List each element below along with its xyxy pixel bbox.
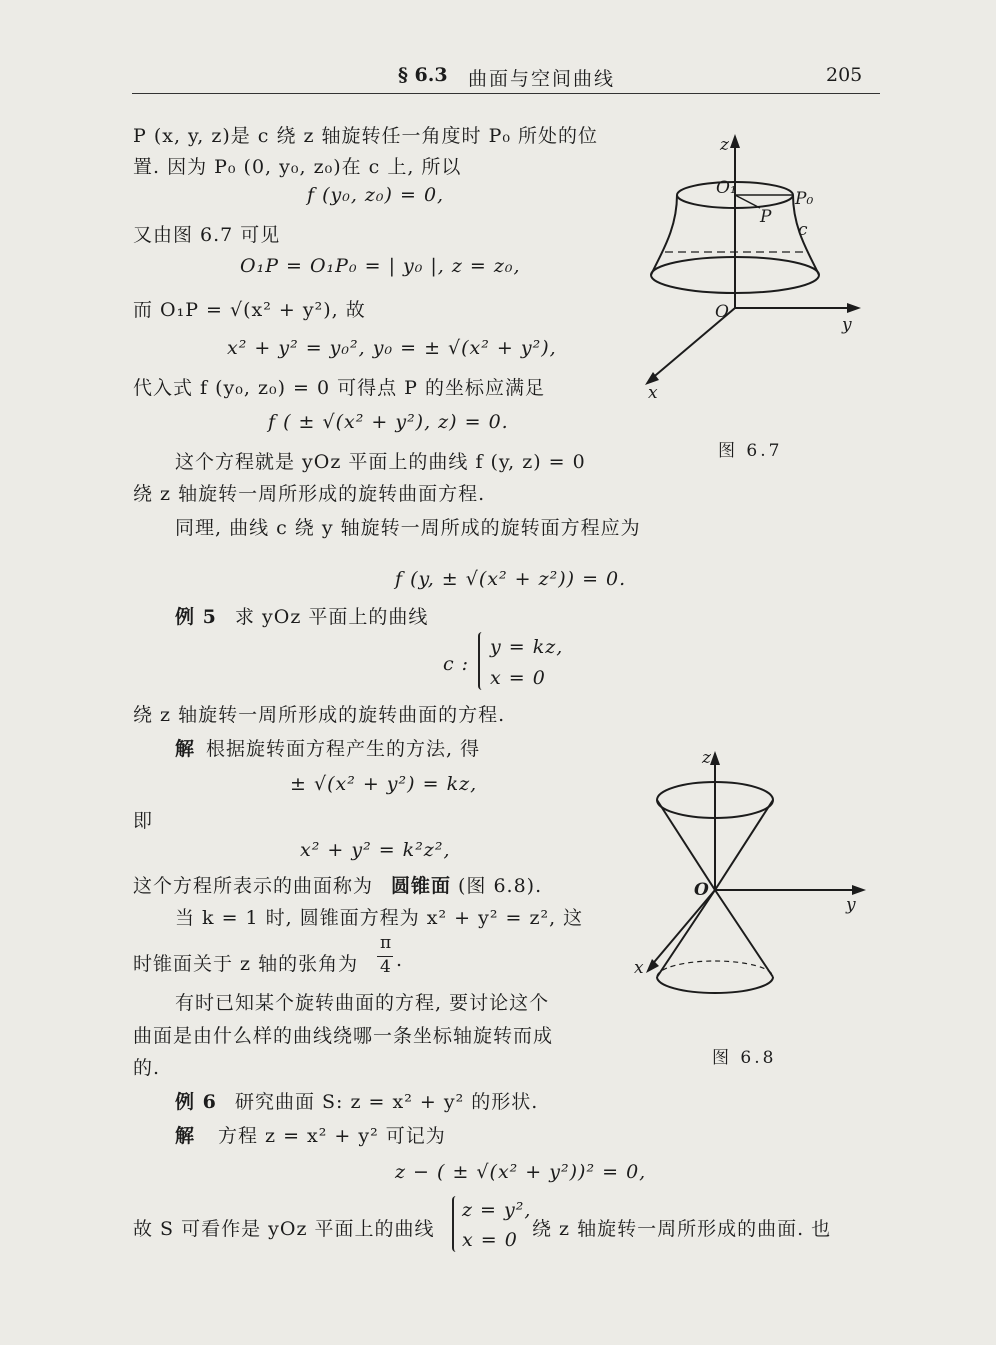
upper-cone-left [657, 800, 715, 890]
equation: ± √(x² + y²) = kz, [290, 773, 478, 795]
brace [478, 632, 486, 690]
text-line: 求 yOz 平面上的曲线 [235, 606, 429, 628]
equation: x² + y² = k²z², [300, 839, 451, 861]
equation: f ( ± √(x² + y²), z) = 0. [268, 411, 509, 433]
text-line: 故 S 可看作是 yOz 平面上的曲线 [133, 1218, 435, 1240]
lower-cone-right [715, 890, 773, 977]
text-line: 根据旋转面方程产生的方法, 得 [206, 738, 481, 760]
label-o1: O₁ [716, 178, 737, 198]
fraction-numerator: π [380, 933, 392, 953]
text-line: 当 k = 1 时, 圆锥面方程为 x² + y² = z², 这 [175, 907, 584, 929]
header-rule [132, 93, 880, 94]
label-p0: P₀ [795, 189, 814, 209]
term-cone: 圆锥面 [391, 875, 452, 897]
equation: O₁P = O₁P₀ = | y₀ |, z = z₀, [240, 255, 521, 277]
brace [452, 1196, 460, 1252]
section-title: 曲面与空间曲线 [468, 68, 616, 90]
section-number: § 6.3 [398, 64, 448, 86]
text-line: 绕 z 轴旋转一周所形成的旋转曲面的方程. [133, 704, 506, 726]
figure-6-7 [630, 130, 870, 410]
page-number: 205 [826, 64, 863, 86]
label-z: z [702, 748, 711, 768]
lower-cone-left [657, 890, 715, 977]
equation: x = 0 [462, 1229, 518, 1251]
label-p: P [760, 207, 772, 227]
equation: z = y², [462, 1199, 532, 1221]
z-arrow [710, 751, 720, 765]
text-line: 绕 z 轴旋转一周所形成的旋转曲面方程. [133, 483, 486, 505]
text-line: 时锥面关于 z 轴的张角为 [133, 953, 359, 975]
label-y: y [846, 895, 856, 915]
solution-label: 解 [175, 738, 196, 760]
figure-6-8-caption: 图 6.8 [712, 1048, 777, 1068]
text-line: . [396, 949, 404, 971]
figure-6-8 [630, 745, 870, 1005]
label-o: O [694, 880, 709, 900]
equation: x = 0 [490, 667, 546, 689]
text-line: (图 6.8). [458, 875, 543, 897]
radius-o1-p [735, 195, 760, 208]
text-line: 即 [133, 810, 154, 832]
lower-rim-front [657, 977, 773, 993]
figure-6-7-caption: 图 6.7 [718, 441, 783, 461]
text-line: 绕 z 轴旋转一周所形成的曲面. 也 [532, 1218, 832, 1240]
x-axis [650, 890, 715, 967]
text-line: 的. [133, 1057, 161, 1079]
label-x: x [648, 383, 658, 403]
example-label: 例 5 [175, 606, 217, 628]
text-line: 置. 因为 P₀ (0, y₀, z₀)在 c 上, 所以 [133, 156, 462, 178]
equation: y = kz, [490, 636, 564, 658]
text-line: P (x, y, z)是 c 绕 z 轴旋转任一角度时 P₀ 所处的位 [133, 125, 599, 147]
equation: f (y, ± √(x² + z²)) = 0. [395, 568, 627, 590]
lower-rim-back [657, 961, 773, 977]
text-line: 研究曲面 S: z = x² + y² 的形状. [235, 1091, 539, 1113]
label-c: c [798, 220, 808, 240]
example-label: 例 6 [175, 1091, 217, 1113]
equation: x² + y² = y₀², y₀ = ± √(x² + y²), [227, 337, 557, 359]
text-line: 这个方程就是 yOz 平面上的曲线 f (y, z) = 0 [175, 451, 586, 473]
label-o: O [715, 302, 729, 322]
label-z: z [720, 135, 729, 155]
y-arrow [852, 885, 866, 895]
upper-cone-right [715, 800, 773, 890]
text-line: 而 O₁P = √(x² + y²), 故 [133, 299, 366, 321]
fraction-denominator: 4 [380, 957, 391, 977]
text-line: 代入式 f (y₀, z₀) = 0 可得点 P 的坐标应满足 [133, 377, 545, 399]
equation-label: c : [443, 653, 470, 675]
text-line: 方程 z = x² + y² 可记为 [218, 1125, 446, 1147]
z-arrow [730, 134, 740, 148]
text-line: 有时已知某个旋转曲面的方程, 要讨论这个 [175, 992, 550, 1014]
x-arrow [646, 959, 659, 973]
equation: z − ( ± √(x² + y²))² = 0, [395, 1161, 647, 1183]
y-arrow [847, 303, 861, 313]
label-x: x [634, 958, 644, 978]
label-y: y [842, 315, 852, 335]
solution-label: 解 [175, 1125, 196, 1147]
text-line: 这个方程所表示的曲面称为 [133, 875, 374, 897]
text-line: 曲面是由什么样的曲线绕哪一条坐标轴旋转而成 [133, 1025, 554, 1047]
text-line: 同理, 曲线 c 绕 y 轴旋转一周所成的旋转面方程应为 [175, 517, 641, 539]
text-line: 又由图 6.7 可见 [133, 224, 281, 246]
equation: f (y₀, z₀) = 0, [307, 184, 445, 206]
